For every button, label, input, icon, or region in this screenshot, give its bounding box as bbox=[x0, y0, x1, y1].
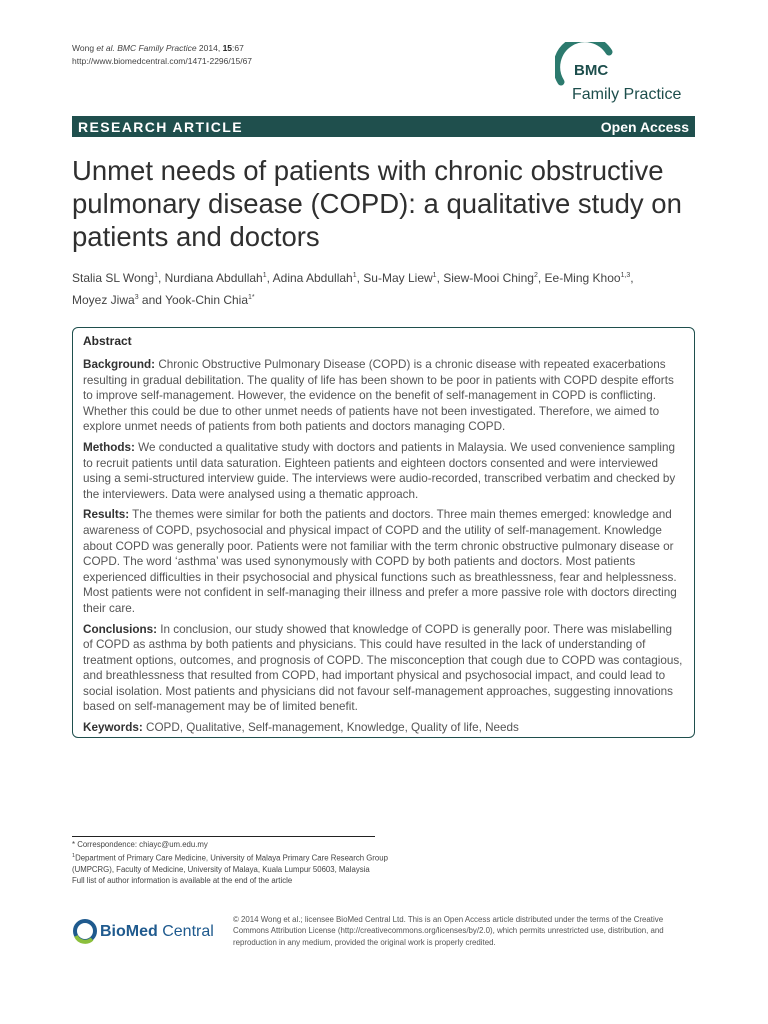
author: Nurdiana Abdullah bbox=[164, 271, 263, 285]
article-type-banner bbox=[72, 116, 695, 137]
footnotes bbox=[72, 839, 402, 887]
article-title: Unmet needs of patients with chronic obstructive pulmonary disease (COPD): a qualitative study on patients and doctors bbox=[72, 155, 682, 252]
citation-year: 2014, bbox=[196, 43, 223, 53]
author: Ee-Ming Khoo bbox=[544, 271, 621, 285]
abstract-methods bbox=[83, 440, 684, 502]
article-url[interactable]: http://www.biomedcentral.com/1471-2296/15/67 bbox=[72, 56, 253, 66]
abstract-results bbox=[83, 507, 684, 616]
biomed-central-logo bbox=[72, 918, 222, 948]
author-affiliation: 1,3 bbox=[620, 272, 631, 279]
author: Stalia SL Wong bbox=[72, 271, 155, 285]
keywords-label: Keywords: bbox=[83, 721, 143, 735]
author: Siew-Mooi Ching bbox=[443, 271, 534, 285]
author-info-note: Full list of author information is available at the end of the article bbox=[72, 876, 293, 886]
author-list: Stalia SL Wong$^1$, Nurdiana Abdullah$^1$, Adina Abdullah$^1$, Su-May Liew$^1$, Siew-Mooi Ching$^2$, Ee-Ming Khoo$^{1,3}$, Moyez Jiwa$^3$ and Yook-Chin Chia$^{1*}$ bbox=[72, 271, 634, 307]
license-statement: © 2014 Wong et al.; licensee BioMed Central Ltd. This is an Open Access article distributed under the terms of the Creative Commons Attribution License (http://creativecommons.org/licenses/by/2.0), which permits unrestricted use, distribution, and reproduction in any medium, provided the original work is properly credited. bbox=[233, 915, 664, 947]
abstract-keywords bbox=[83, 720, 684, 736]
keywords-text: COPD, Qualitative, Self-management, Knowledge, Quality of life, Needs bbox=[142, 721, 519, 735]
methods-label: Methods: bbox=[83, 440, 135, 454]
correspondence-note: * Correspondence: chiayc@um.edu.my bbox=[72, 840, 208, 849]
abstract-background bbox=[83, 357, 684, 435]
results-label: Results: bbox=[83, 508, 130, 522]
wordmark-med: Med bbox=[125, 923, 158, 940]
conclusions-text: In conclusion, our study showed that knowledge of COPD is generally poor. There was mislabelling of COPD as asthma by both patients and physicians. This could have resulted in the lack of understanding of treatment options, outcomes, and prognosis of COPD. The misconception that cough due to COPD was contagious, and breathlessness that resulted from COPD, had important physical and psychosocial impact, and could lead to social isolation. Most patients and physicians did not favour self-management approaches, suggesting innovations based on self-management may be of limited benefit. bbox=[83, 622, 683, 714]
bmc-logo-text: BMC bbox=[574, 62, 609, 79]
citation-journal: et al. BMC Family Practice bbox=[96, 43, 197, 53]
author-affiliation: 1* bbox=[248, 294, 255, 301]
abstract-heading: Abstract bbox=[83, 334, 132, 348]
citation-header bbox=[72, 42, 252, 68]
wordmark-central: Central bbox=[157, 923, 214, 940]
results-text: The themes were similar for both the patients and doctors. Three main themes emerged: knowledge and awareness of COPD, psychosocial and physical impact of COPD and the utility of self-management. Knowledge about COPD was generally poor. Patients were not familiar with the term chronic obstructive pulmonary disease or COPD. The word ‘asthma’ was used synonymously with COPD by both patients and doctors. Most patients experienced difficulties in their psychosocial and physical functions such as breathlessness, fear and helplessness. Most patients were not confident in self-managing their illness and prefer a more passive role with doctors directing their care. bbox=[83, 508, 677, 615]
citation-article: :67 bbox=[232, 43, 244, 53]
footnote-divider bbox=[72, 836, 375, 837]
abstract-conclusions bbox=[83, 622, 684, 716]
article-type-label: RESEARCH ARTICLE bbox=[78, 118, 243, 135]
author: Yook-Chin Chia bbox=[165, 293, 249, 307]
affiliation-text: Department of Primary Care Medicine, University of Malaya Primary Care Research Group (UMPCRG), Faculty of Medicine, University of Malaya, Kuala Lumpur 50603, Malaysia bbox=[72, 853, 388, 874]
author: Adina Abdullah bbox=[272, 271, 353, 285]
affiliation-note bbox=[72, 851, 402, 876]
conclusions-label: Conclusions: bbox=[83, 622, 158, 636]
biomed-ring-icon bbox=[72, 918, 98, 944]
author-affiliation: 1 bbox=[262, 272, 267, 279]
affiliation-number: 1 bbox=[72, 852, 76, 859]
citation-volume: 15 bbox=[222, 43, 233, 53]
author: Su-May Liew bbox=[363, 271, 433, 285]
citation-authors: Wong bbox=[72, 43, 97, 53]
background-text: Chronic Obstructive Pulmonary Disease (COPD) is a chronic disease with repeated exacerbations resulting in gradual debilitation. The quality of life has been shown to be poor in patients with COPD despite efforts to improve self-management. However, the evidence on the benefit of self-management in COPD is conflicting. Whether this could be due to other unmet needs of patients have not been investigated. Therefore, we aimed to explore unmet needs of patients from both patients and doctors managing COPD. bbox=[83, 358, 674, 434]
background-label: Background: bbox=[83, 358, 156, 371]
open-access-label: Open Access bbox=[600, 118, 689, 135]
biomed-central-wordmark bbox=[100, 923, 214, 941]
author-affiliation: 1 bbox=[432, 272, 437, 279]
author-affiliation: 1 bbox=[154, 272, 158, 279]
journal-name-text: Family Practice bbox=[572, 86, 682, 103]
author-affiliation: 1 bbox=[352, 272, 357, 279]
author-affiliation: 3 bbox=[134, 294, 139, 301]
methods-text: We conducted a qualitative study with doctors and patients in Malaysia. We used convenience sampling to recruit patients until data saturation. Eighteen patients and eighteen doctors consented and were interviewed using a semi-structured interview guide. The interviews were audio-recorded, transcribed verbatim and checked by the interviewers. Data were analysed using a thematic approach. bbox=[83, 440, 676, 501]
bmc-family-practice-logo bbox=[555, 42, 700, 112]
wordmark-bio: Bio bbox=[100, 923, 126, 940]
abstract-box bbox=[72, 327, 695, 738]
author: Moyez Jiwa bbox=[72, 293, 135, 307]
author-affiliation: 2 bbox=[533, 272, 538, 279]
